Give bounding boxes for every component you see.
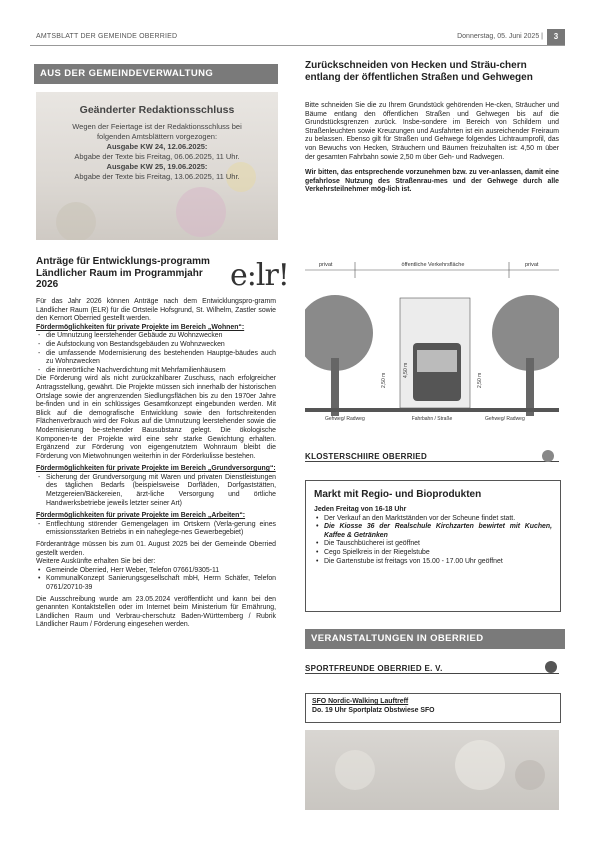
- hecken-request: Wir bitten, das entsprechende vorzunehmen bzw. zu ver-anlassen, damit eine gefahrlose Nutzung des Straßenrau-mes und der Gehwege durch alle Verkehrsteilnehmer mög-lich ist.: [305, 169, 559, 194]
- elr-intro: Für das Jahr 2026 können Anträge nach dem Entwicklungspro-gramm Ländlicher Raum (ELR) für die Ortsteile Hofsgrund, St. Wilhelm, Zastler sowie den Kernort Oberried gestellt werden.: [36, 298, 276, 323]
- sport-heading: SPORTFREUNDE OBERRIED E. V.: [305, 664, 559, 674]
- flower-photo: [305, 730, 559, 810]
- hecken-body: Bitte schneiden Sie die zu Ihrem Grundstück gehörenden He-cken, Sträucher und Bäume entlang den öffentlichen Straßen und Gehwegen bis auf die Grundstücksgrenzen zurück. Insbe-sondere im Bereich von Schildern und Straßenleuchten sowie Kreuzungen und Ausfahrten ist ein ausreichender Freiraum zu belassen. Ebenso gilt für Straßen und Gehwege folgendes Lichtraumprofil, das von Bewuchs von Hecken, Sträuchern und Bäumen freizuhalten ist: 4,50 m über der gesamten Fahrbahn sowie 2,50 m über Geh- und Radwegen.: [305, 102, 559, 161]
- sfo-event-title: SFO Nordic-Walking Lauftreff: [312, 698, 409, 705]
- contact-item: • Gemeinde Oberried, Herr Weber, Telefon 07661/9305-11: [46, 567, 276, 576]
- elr-deadline: Förderanträge müssen bis zum 01. August 2025 bei der Gemeinde Oberried gestellt werden.: [36, 541, 276, 557]
- list-item: - die innerörtliche Nachverdichtung mit Mehrfamilienhäusern: [46, 367, 276, 376]
- label-privat-right: privat: [525, 262, 539, 268]
- label-walkway-right: Gehweg/ Radweg: [485, 416, 525, 422]
- box-intro-1: Wegen der Feiertage ist der Redaktionsschluss bei: [72, 122, 242, 131]
- market-box: [305, 480, 561, 612]
- list-item: - Entflechtung störender Gemengelagen im Ortskern (Verla-gerung eines emissionsstarken Betriebs in ein naheglege-nes Gewerbegebiet): [46, 521, 276, 538]
- page-number: 3: [547, 29, 565, 45]
- section-bar-administration: AUS DER GEMEINDEVERWALTUNG: [34, 64, 278, 84]
- issue-date: Donnerstag, 05. Juni 2025 |: [457, 33, 543, 40]
- issue-kw24: Ausgabe KW 24, 12.06.2025:: [106, 142, 208, 151]
- elr-publication: Die Ausschreibung wurde am 23.05.2024 veröffentlicht und kann bei den genannten Kontaktstellen oder im Internet beim Ministerium für Ernährung, Ländlichen Raum und Verbrau-cherschutz Baden-Württemberg / Rubrik Ländlicher Raum / Förderung eingesehen werden.: [36, 595, 276, 629]
- tree-right: [492, 295, 559, 371]
- elr-title: Anträge für Entwicklungs-programm Ländlicher Raum im Programmjahr 2026: [36, 256, 210, 290]
- list-item: • Die Gartenstube ist freitags von 15.00 - 17.00 Uhr geöffnet: [324, 558, 552, 567]
- publication-name: AMTSBLATT DER GEMEINDE OBERRIED: [36, 33, 178, 40]
- kloster-heading: KLOSTERSCHIIRE OBERRIED: [305, 452, 559, 462]
- hecken-article: [305, 102, 559, 195]
- elr-info: Weitere Auskünfte erhalten Sie bei der:: [36, 558, 156, 566]
- label-privat-left: privat: [319, 262, 333, 268]
- list-item: • Die Tauschbücherei ist geöffnet: [324, 540, 552, 549]
- issue-kw25: Ausgabe KW 25, 19.06.2025:: [106, 162, 208, 171]
- list-wohnen: [36, 332, 276, 375]
- clearance-diagram: [305, 258, 559, 430]
- list-item: - die umfassende Modernisierung des bestehenden Hauptge-bäudes auch zu Wohnzwecken: [46, 350, 276, 367]
- elr-article: [36, 298, 276, 630]
- market-title: Markt mit Regio- und Bioprodukten: [314, 489, 482, 500]
- label-road: Fahrbahn / Straße: [411, 416, 453, 422]
- list-item: • Der Verkauf an den Marktständen vor der Scheune findet statt.: [324, 515, 552, 524]
- hecken-title: Zurückschneiden von Hecken und Sträu-chern entlang der öffentlichen Straßen und Gehwegen: [305, 60, 533, 83]
- page-header: [30, 29, 565, 46]
- height-right: 2,50 m: [477, 372, 483, 388]
- list-item: - die Umnutzung leerstehender Gebäude zu Wohnzwecken: [46, 332, 276, 341]
- box-intro-2: folgenden Amtsblättern vorgezogen:: [96, 132, 218, 141]
- sfo-event-box: [305, 693, 561, 723]
- market-time: Jeden Freitag von 16-18 Uhr: [314, 506, 407, 513]
- sfo-event-time: Do. 19 Uhr Sportplatz Obstwiese SFO: [312, 707, 435, 714]
- list-item: - die Aufstockung von Bestandsgebäuden zu Wohnzwecken: [46, 341, 276, 350]
- contact-item: • KommunalKonzept Sanierungsgesellschaft mbH, Herrn Schäfer, Telefon 0761/20710-39: [46, 575, 276, 592]
- list-item: - Sicherung der Grundversorgung mit Waren und privaten Dienstleistungen des täglichen Bedarfs (beispielsweise Dorfläden, Dorfgaststätten, Metzgereien/Bäckereien, ärzt-liche Versorgung und örtliche Handwerksbetriebe jeweils letzter seiner Art): [46, 474, 276, 508]
- deadline-kw25: Abgabe der Texte bis Freitag, 13.06.2025, 11 Uhr.: [74, 172, 240, 181]
- heading-grundversorgung: Fördermöglichkeiten für private Projekte im Bereich „Grundversorgung“:: [36, 465, 276, 473]
- section-bar-events: VERANSTALTUNGEN IN OBERRIED: [305, 629, 565, 649]
- height-center: 4,50 m: [403, 362, 409, 378]
- label-public-area: öffentliche Verkehrsfläche: [401, 262, 465, 268]
- elr-body: Die Förderung wird als nicht zurückzahlbarer Zuschuss, nach erfolgreicher Antragsstellung, gewährt. Die Projekte müssen sich innerhalb der historischen Ortslage sowie der angrenzenden Siedlungsflächen bis zu den 1970er Jahre be-finden und in ein schlüssiges Gesamtkonzept eingebunden werden. Mit Blick auf die demografische Entwicklung sowie den fortschreitenden Flächenverbrauch wird der Fokus auf die Umnutzung leerstehender sowie die Modernisierung be-stehender Bausubstanz gelegt. Die ökologische Komponen-te der Projekte wird eine sehr starke Gewichtung erhalten. Ergänzend zur Förderung von eigengenutztem Wohnraum bleibt die Förderung von Mietwohnungen weiterhin in der Förderkulisse bestehen.: [36, 375, 276, 460]
- club-logo-icon: [545, 661, 557, 673]
- deadline-kw24: Abgabe der Texte bis Freitag, 06.06.2025, 11 Uhr.: [74, 152, 240, 161]
- height-left: 2,50 m: [381, 372, 387, 388]
- heading-arbeiten: Fördermöglichkeiten für private Projekte im Bereich „Arbeiten“:: [36, 512, 246, 520]
- elr-logo: e:lr!: [230, 258, 289, 293]
- box-title: Geänderter Redaktionsschluss: [79, 104, 235, 116]
- kloster-logo-icon: [542, 450, 554, 462]
- list-item: • Cego Spielkreis in der Riegelstube: [324, 549, 552, 558]
- redaktionsschluss-box: [36, 92, 278, 240]
- label-walkway-left: Gehweg/ Radweg: [325, 416, 365, 422]
- heading-wohnen: Fördermöglichkeiten für private Projekte im Bereich „Wohnen“:: [36, 323, 245, 331]
- list-item: • Die Kiosse 36 der Realschule Kirchzarten bewirtet mit Kuchen, Kaffee & Getränken: [324, 523, 552, 540]
